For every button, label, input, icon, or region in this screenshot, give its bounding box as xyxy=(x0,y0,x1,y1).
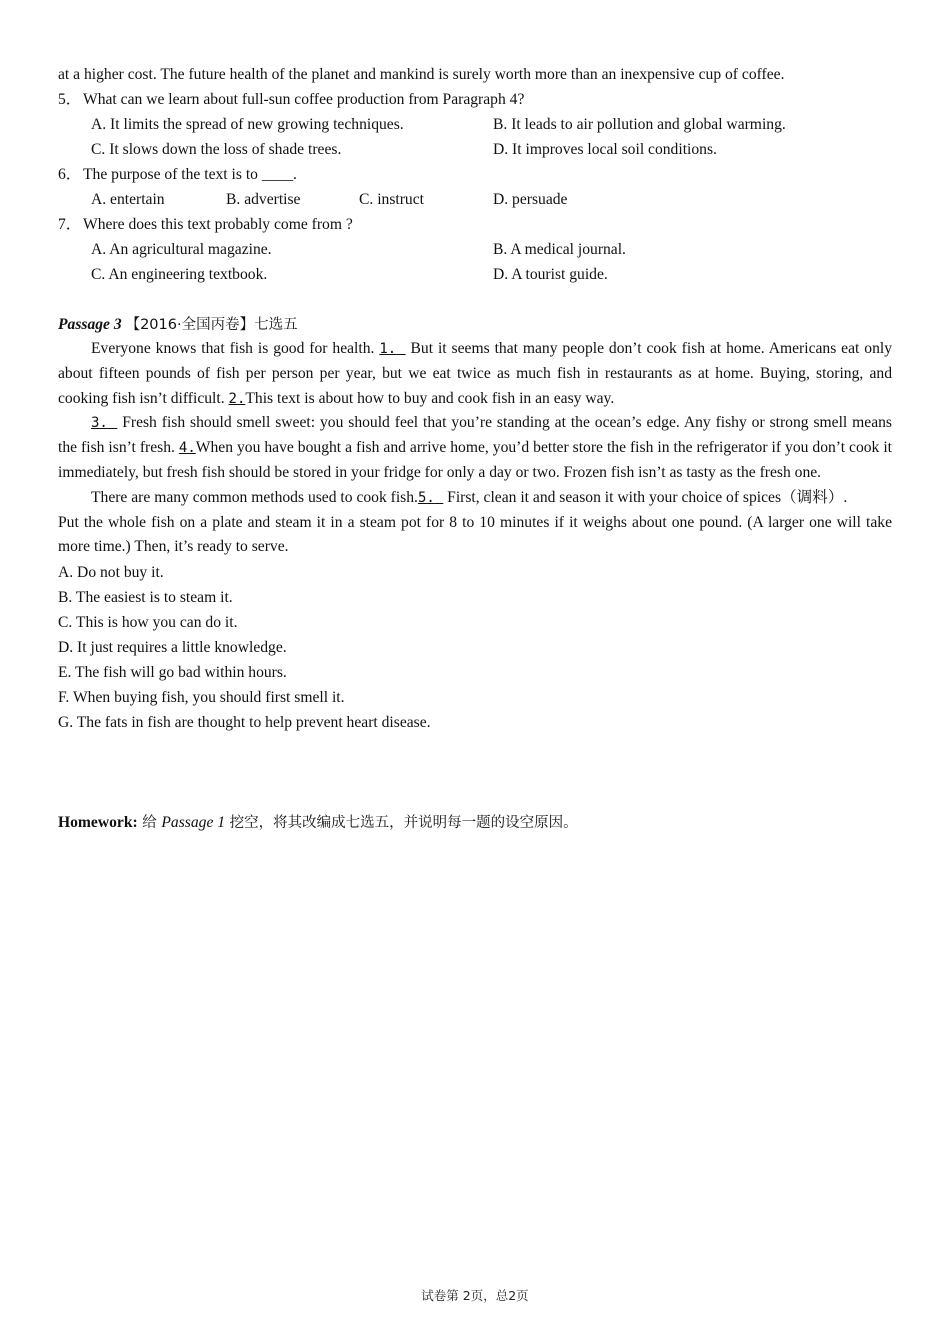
blank-1[interactable]: 1. xyxy=(379,341,397,357)
choice-a: A. Do not buy it. xyxy=(58,564,164,582)
question-stem: The purpose of the text is to ____. xyxy=(83,166,297,183)
homework-label: Homework: xyxy=(58,814,138,832)
question-5-options-row1 xyxy=(58,112,892,137)
passage3-heading xyxy=(58,312,892,337)
blank-5[interactable]: 5. xyxy=(417,489,435,506)
passage3-paragraph-2: 3. Fresh fish should smell sweet: you should feel that you’re standing at the ocean’s edge. Any fishy or strong smell means the fish isn’t fresh. 4.When you have bought a fish and arrive home, you’d better store the fish in the refrigerator if you don’t cook it immediately, but fresh fish should be stored in your fridge for only a day or two. Frozen fish isn’t as tasty as the fresh one. xyxy=(58,414,892,481)
exam-page xyxy=(58,62,892,835)
question-5 xyxy=(58,87,892,112)
question-stem: What can we learn about full-sun coffee production from Paragraph 4? xyxy=(83,91,525,108)
option-c[interactable]: C. An engineering textbook. xyxy=(91,266,268,283)
option-a[interactable]: A. An agricultural magazine. xyxy=(91,241,272,258)
question-number: 6． xyxy=(58,166,82,183)
option-c[interactable]: C. It slows down the loss of shade trees. xyxy=(91,141,342,158)
question-6 xyxy=(58,162,892,187)
choice-c: C. This is how you can do it. xyxy=(58,614,238,632)
option-b[interactable]: B. advertise xyxy=(226,191,301,208)
passage3-paragraph-1: Everyone knows that fish is good for health. 1. But it seems that many people don’t cook fish at home. Americans eat only about fifteen pounds of fish per person per year, but we eat twice as much fish in restaurants as at home. Buying, storing, and cooking fish isn’t difficult. 2.This text is about how to buy and cook fish in an easy way. xyxy=(58,340,892,407)
question-number: 7． xyxy=(58,216,82,233)
question-7-options-row1 xyxy=(58,237,892,262)
homework-passage: Passage 1 xyxy=(161,814,226,832)
passage-title: Passage 3 xyxy=(58,316,122,333)
question-number: 5． xyxy=(58,91,82,108)
passage3-choices xyxy=(58,560,892,735)
option-b[interactable]: B. It leads to air pollution and global warming. xyxy=(493,116,786,133)
option-a[interactable]: A. It limits the spread of new growing techniques. xyxy=(91,116,404,133)
passage-source: 【2016·全国丙卷】七选五 xyxy=(125,317,298,333)
question-stem: Where does this text probably come from ? xyxy=(83,216,353,233)
blank-2[interactable]: 2. xyxy=(228,390,246,407)
choice-g: G. The fats in fish are thought to help prevent heart disease. xyxy=(58,714,431,732)
option-c[interactable]: C. instruct xyxy=(359,191,424,208)
page-footer: 试卷第 2页，总2页 xyxy=(421,1288,529,1303)
question-7 xyxy=(58,212,892,237)
question-5-options-row2 xyxy=(58,137,892,162)
option-d[interactable]: D. persuade xyxy=(493,191,568,208)
blank-4[interactable]: 4. xyxy=(178,440,196,457)
question-6-options xyxy=(58,187,892,212)
blank-3[interactable]: 3. xyxy=(91,415,108,432)
choice-e: E. The fish will go bad within hours. xyxy=(58,664,287,682)
question-7-options-row2 xyxy=(58,262,892,287)
choice-b: B. The easiest is to steam it. xyxy=(58,589,233,607)
passage3-paragraph-3: There are many common methods used to cook fish.5. First, clean it and season it with your choice of spices（调料）. xyxy=(91,488,848,506)
choice-d: D. It just requires a little knowledge. xyxy=(58,639,287,657)
homework: Homework: 给 Passage 1 挖空，将其改编成七选五，并说明每一题的设空原因。 xyxy=(58,814,578,832)
option-d[interactable]: D. A tourist guide. xyxy=(493,266,608,283)
option-b[interactable]: B. A medical journal. xyxy=(493,241,626,258)
choice-f: F. When buying fish, you should first smell it. xyxy=(58,689,345,707)
option-d[interactable]: D. It improves local soil conditions. xyxy=(493,141,717,158)
passage3-paragraph-4: Put the whole fish on a plate and steam it in a steam pot for 8 to 10 minutes if it weighs about one pound. (A larger one will take more time.) Then, it’s ready to serve. xyxy=(58,513,892,556)
passage2-tail: at a higher cost. The future health of the planet and mankind is surely worth more than an inexpensive cup of coffee. xyxy=(58,66,785,83)
option-a[interactable]: A. entertain xyxy=(91,191,165,208)
